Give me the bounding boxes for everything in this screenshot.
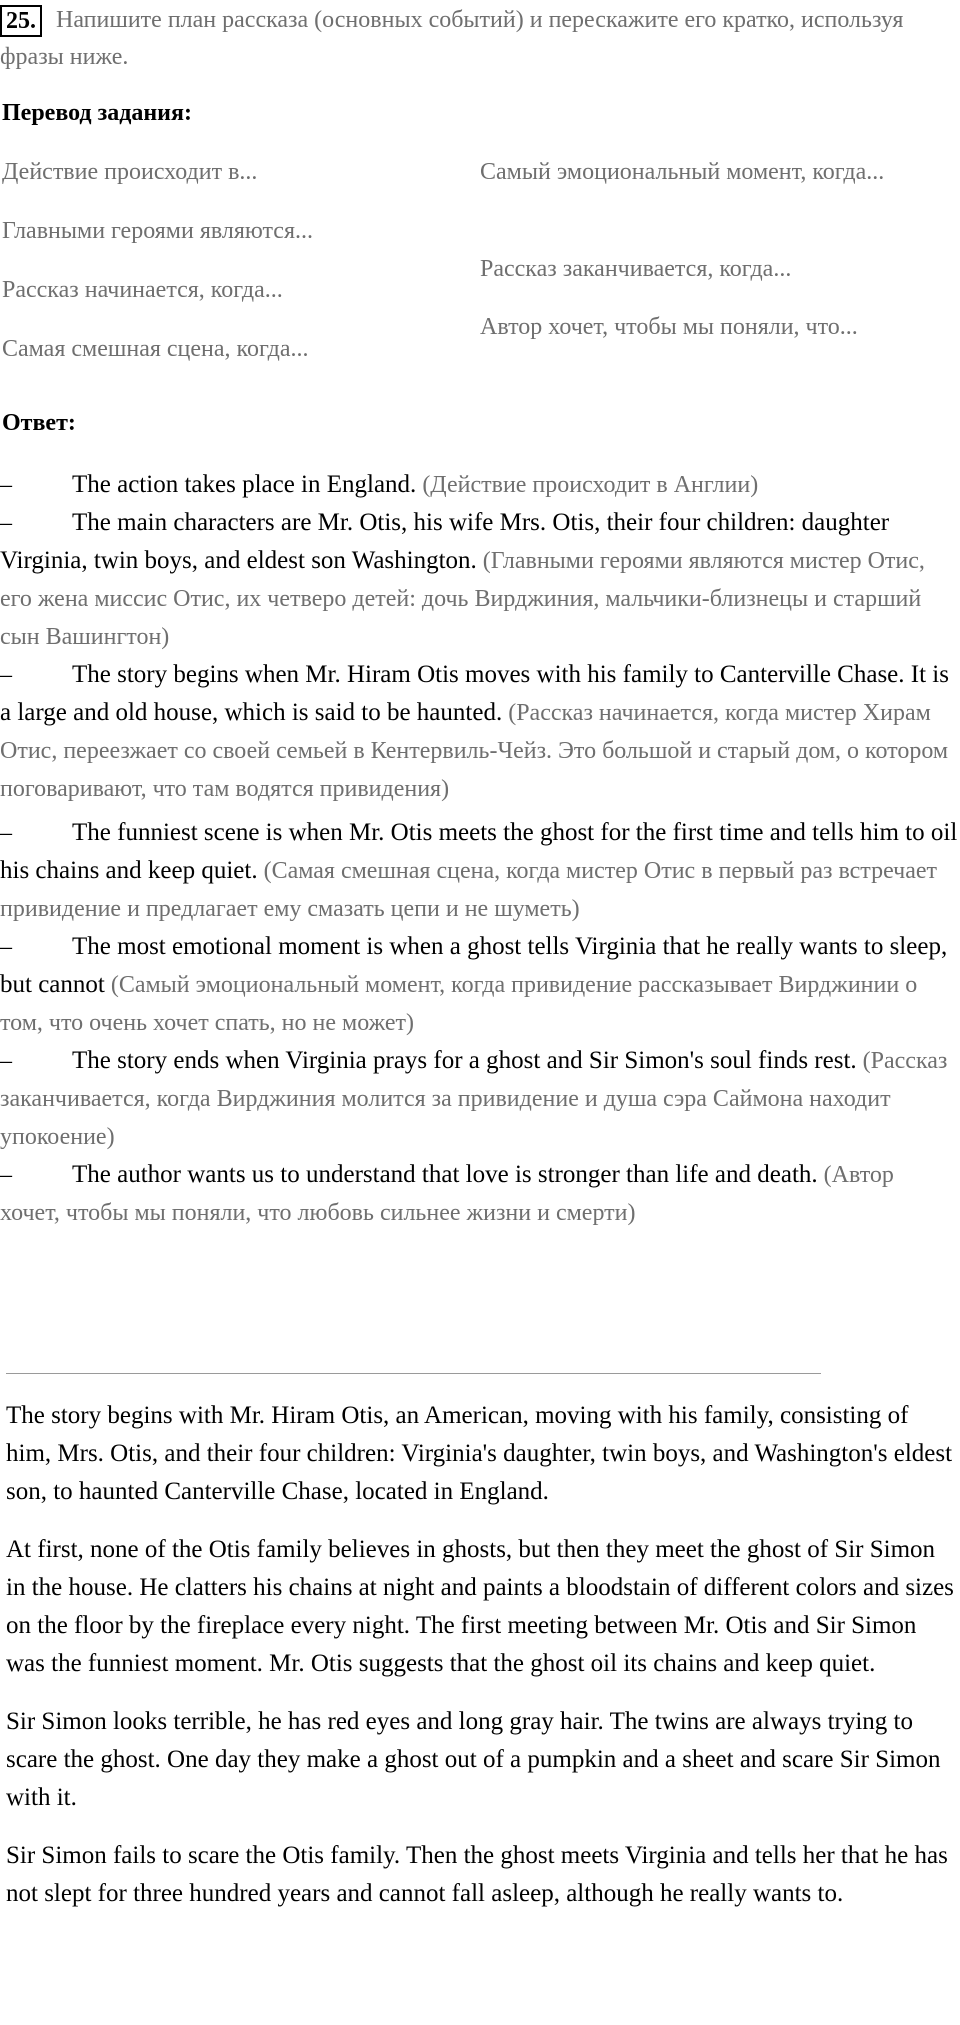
phrase-left-4: Самая смешная сцена, когда...	[2, 336, 309, 362]
section-divider	[6, 1373, 821, 1374]
answer-english: The action takes place in England.	[72, 471, 417, 498]
answer-heading: Ответ:	[2, 410, 76, 436]
answer-russian: (Самый эмоциональный момент, когда привидение рассказывает Вирджинии о том, что очень хочет спать, но не может)	[0, 972, 918, 1036]
answer-item: – The funniest scene is when Mr. Otis meets the ghost for the first time and tells him to oil his chains and keep quiet. (Самая смешная сцена, когда мистер Отис в первый раз встречает привидение и предлагает ему смазать цепи и не шуметь)	[0, 819, 958, 922]
task-number: 25.	[0, 5, 42, 37]
answer-item: – The action takes place in England. (Действие происходит в Англии)	[0, 471, 759, 498]
translation-heading: Перевод задания:	[2, 100, 192, 126]
phrase-right-2: Рассказ заканчивается, когда...	[480, 256, 792, 282]
answer-english: The most emotional moment is when a ghost tells Virginia that he really wants to sleep, but cannot	[0, 933, 948, 998]
answer-russian: (Действие происходит в Англии)	[422, 472, 759, 498]
summary-paragraph: Sir Simon fails to scare the Otis family. Then the ghost meets Virginia and tells her that he has not slept for three hundred years and cannot fall asleep, although he really wants to.	[6, 1842, 948, 1907]
answer-item: – The story ends when Virginia prays for a ghost and Sir Simon's soul finds rest. (Рассказ заканчивается, когда Вирджиния молится за привидение и душа сэра Саймона находит упокоение)	[0, 1047, 948, 1150]
answer-item: – The story begins when Mr. Hiram Otis moves with his family to Canterville Chase. It is a large and old house, which is said to be haunted. (Рассказ начинается, когда мистер Хирам Отис, переезжает со своей семьей в Кентервиль-Чейз. Это большой и старый дом, о котором поговаривают, что там водятся привидения)	[0, 661, 949, 802]
answer-list	[0, 466, 958, 1232]
summary-paragraph: Sir Simon looks terrible, he has red eyes and long gray hair. The twins are always trying to scare the ghost. One day they make a ghost out of a pumpkin and a sheet and scare Sir Simon with it.	[6, 1708, 941, 1811]
answer-english: The story begins when Mr. Hiram Otis moves with his family to Canterville Chase. It is a large and old house, which is said to be haunted.	[0, 661, 949, 726]
task-text: Напишите план рассказа (основных событий) и перескажите его кратко, используя фразы ниже.	[0, 7, 904, 70]
answer-russian: (Самая смешная сцена, когда мистер Отис в первый раз встречает привидение и предлагает ему смазать цепи и не шуметь)	[0, 858, 937, 922]
summary-text	[6, 1397, 956, 1933]
summary-paragraph: At first, none of the Otis family believes in ghosts, but then they meet the ghost of Sir Simon in the house. He clatters his chains at night and paints a bloodstain of different colors and sizes on the floor by the fireplace every night. The first meeting between Mr. Otis and Sir Simon was the funniest moment. Mr. Otis suggests that the ghost oil its chains and keep quiet.	[6, 1536, 954, 1677]
answer-item: – The most emotional moment is when a ghost tells Virginia that he really wants to sleep, but cannot (Самый эмоциональный момент, когда привидение рассказывает Вирджинии о том, что очень хочет спать, но не может)	[0, 933, 948, 1036]
phrase-left-3: Рассказ начинается, когда...	[2, 277, 283, 303]
task-statement	[0, 2, 950, 76]
answer-russian: (Рассказ начинается, когда мистер Хирам Отис, переезжает со своей семьей в Кентервиль-Чейз. Это большой и старый дом, о котором поговаривают, что там водятся привидения)	[0, 700, 949, 802]
phrase-left-2: Главными героями являются...	[2, 218, 313, 244]
answer-russian: (Автор хочет, чтобы мы поняли, что любовь сильнее жизни и смерти)	[0, 1162, 894, 1226]
answer-english: The story ends when Virginia prays for a ghost and Sir Simon's soul finds rest.	[72, 1047, 857, 1074]
summary-paragraph: The story begins with Mr. Hiram Otis, an American, moving with his family, consisting of him, Mrs. Otis, and their four children: Virginia's daughter, twin boys, and Washington's eldest son, to haunted Canterville Chase, located in England.	[6, 1402, 953, 1505]
phrase-right-3: Автор хочет, чтобы мы поняли, что...	[480, 314, 858, 340]
phrase-right-1: Самый эмоциональный момент, когда...	[480, 159, 885, 185]
answer-english: The author wants us to understand that love is stronger than life and death.	[72, 1161, 818, 1188]
answer-item: – The author wants us to understand that love is stronger than life and death. (Автор хочет, чтобы мы поняли, что любовь сильнее жизни и смерти)	[0, 1161, 894, 1226]
answer-russian: (Рассказ заканчивается, когда Вирджиния молится за привидение и душа сэра Саймона находит упокоение)	[0, 1048, 948, 1150]
answer-item: – The main characters are Mr. Otis, his wife Mrs. Otis, their four children: daughter Virginia, twin boys, and eldest son Washington. (Главными героями являются мистер Отис, его жена миссис Отис, их четверо детей: дочь Вирджиния, мальчики-близнецы и старший сын Вашингтон)	[0, 509, 925, 650]
answer-russian: (Главными героями являются мистер Отис, его жена миссис Отис, их четверо детей: дочь Вирджиния, мальчики-близнецы и старший сын Вашингтон)	[0, 548, 925, 650]
answer-english: The main characters are Mr. Otis, his wife Mrs. Otis, their four children: daughter Virginia, twin boys, and eldest son Washington.	[0, 509, 890, 574]
phrase-left-1: Действие происходит в...	[2, 159, 258, 185]
answer-english: The funniest scene is when Mr. Otis meets the ghost for the first time and tells him to oil his chains and keep quiet.	[0, 819, 958, 884]
